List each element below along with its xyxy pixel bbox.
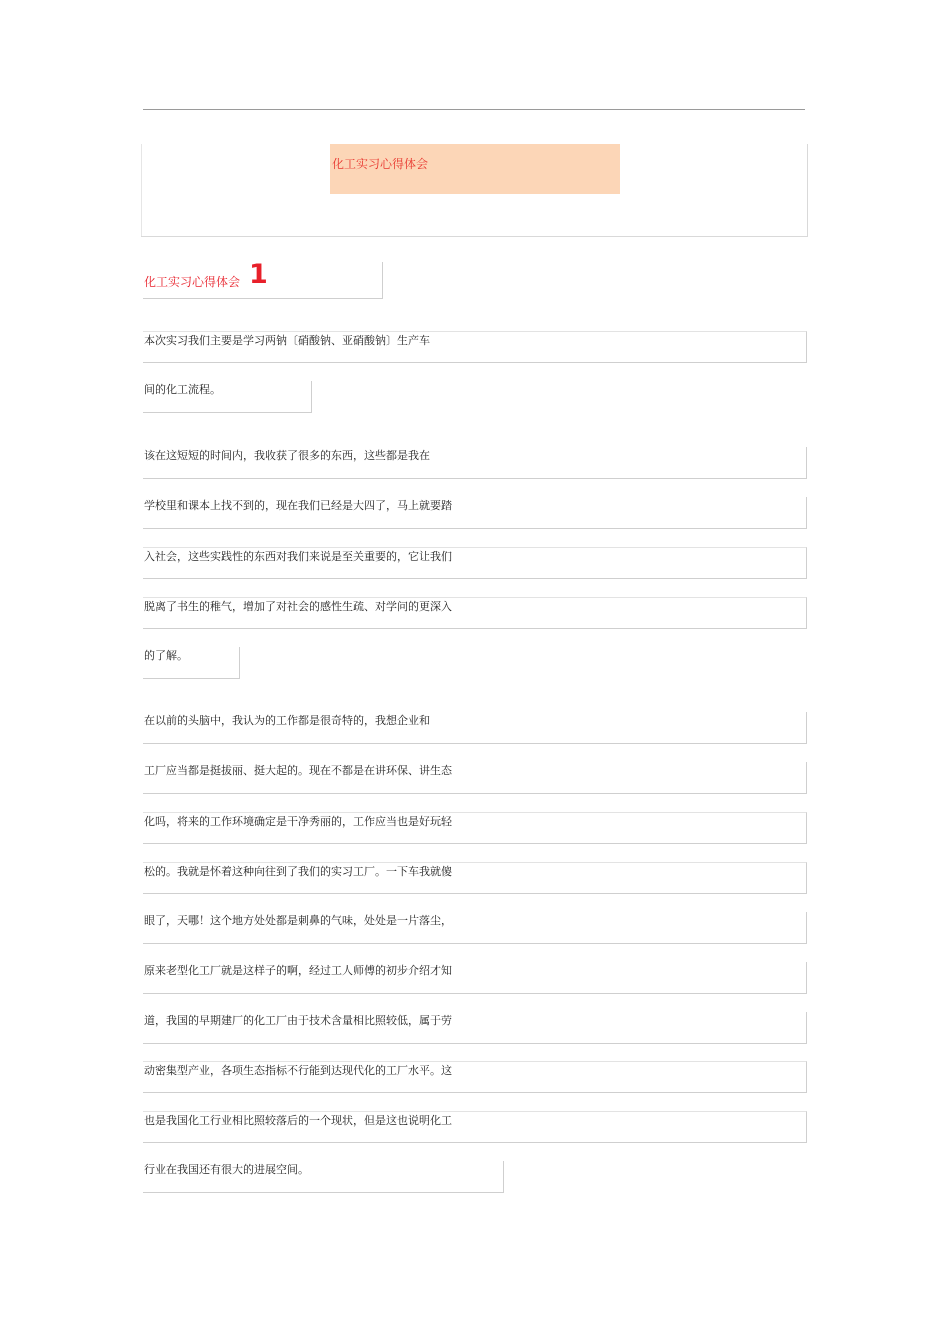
- text-line: [143, 1012, 807, 1044]
- text-line: [143, 547, 807, 579]
- text-line: [143, 862, 807, 894]
- line-text: 也是我国化工行业相比照较落后的一个现状，但是这也说明化工: [144, 1114, 452, 1127]
- title-band-text: 化工实习心得体会: [332, 157, 429, 171]
- text-line: [143, 712, 807, 744]
- line-text: 本次实习我们主要是学习两钠〔硝酸钠、亚硝酸钠〕生产车: [144, 334, 430, 347]
- line-text: 工厂应当都是挺拔丽、挺大起的。现在不都是在讲环保、讲生态: [144, 764, 452, 777]
- line-text: 动密集型产业，各项生态指标不行能到达现代化的工厂水平。这: [144, 1064, 452, 1077]
- line-text: 行业在我国还有很大的进展空间。: [144, 1163, 309, 1176]
- header-rule: [143, 109, 805, 110]
- text-line: [143, 331, 807, 363]
- text-line: [143, 381, 312, 413]
- text-line: [143, 912, 807, 944]
- text-line: [143, 1111, 807, 1143]
- line-text: 道，我国的早期建厂的化工厂由于技术含量相比照较低，属于劳: [144, 1014, 452, 1027]
- text-line: [143, 447, 807, 479]
- text-line: [143, 647, 240, 679]
- line-text: 学校里和课本上找不到的，现在我们已经是大四了，马上就要踏: [144, 499, 452, 512]
- text-line: [143, 497, 807, 529]
- text-line: [143, 1061, 807, 1093]
- section-heading-text: 化工实习心得体会: [144, 275, 241, 289]
- line-text: 间的化工流程。: [144, 383, 221, 396]
- text-line: [143, 762, 807, 794]
- line-text: 该在这短短的时间内，我收获了很多的东西，这些都是我在: [144, 449, 430, 462]
- text-line: [143, 962, 807, 994]
- section-heading: [143, 259, 383, 299]
- line-text: 松的。我就是怀着这种向往到了我们的实习工厂。一下车我就傻: [144, 865, 452, 878]
- line-text: 眼了，天哪！这个地方处处都是刺鼻的气味，处处是一片落尘，: [144, 914, 452, 927]
- text-line: [143, 812, 807, 844]
- line-text: 脱离了书生的稚气，增加了对社会的感性生疏、对学问的更深入: [144, 600, 452, 613]
- title-band: [330, 144, 620, 194]
- line-text: 在以前的头脑中，我认为的工作都是很奇特的，我想企业和: [144, 714, 430, 727]
- text-line: [143, 1161, 504, 1193]
- line-text: 化吗，将来的工作环境确定是干净秀丽的，工作应当也是好玩轻: [144, 815, 452, 828]
- line-text: 的了解。: [144, 649, 188, 662]
- line-text: 入社会，这些实践性的东西对我们来说是至关重要的，它让我们: [144, 550, 452, 563]
- text-line: [143, 597, 807, 629]
- section-heading-number: 1: [249, 259, 268, 290]
- line-text: 原来老型化工厂就是这样子的啊，经过工人师傅的初步介绍才知: [144, 964, 452, 977]
